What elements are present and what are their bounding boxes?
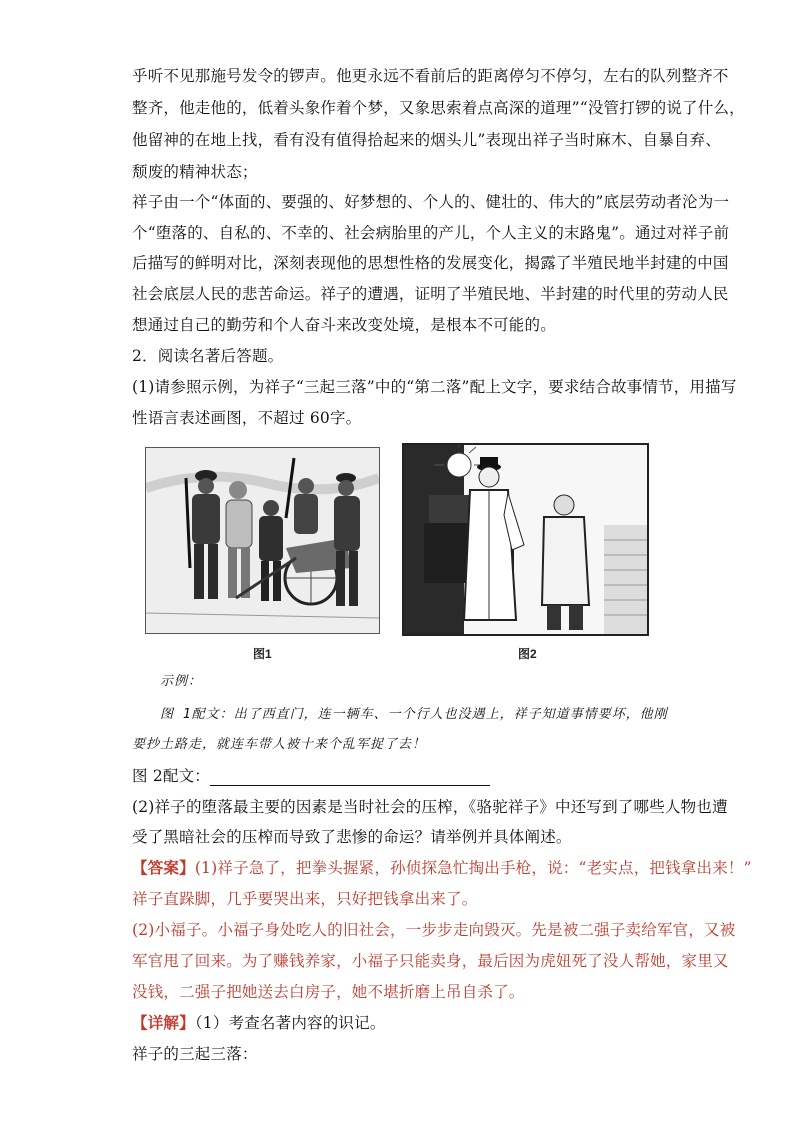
answer-text: (1)祥子急了，把拳头握紧，孙侦探急忙掏出手枪，说：“老实点，把钱拿出来！” — [194, 859, 752, 877]
text-line: (2)祥子的堕落最主要的因素是当时社会的压榨，《骆驼祥子》中还写到了哪些人物也遭 — [132, 798, 728, 816]
text-line: 整齐，他走他的，低着头象作着个梦，又象思索着点高深的道理”“没管打锣的说了什么， — [132, 99, 745, 117]
answer-line — [132, 858, 752, 878]
text-line: 他留神的在地上找，看有没有值得拾起来的烟头儿”表现出祥子当时麻木、自暴自弃、 — [132, 131, 722, 149]
text-line: 后描写的鲜明对比，深刻表现他的思想性格的发展变化，揭露了半殖民地半封建的中国 — [132, 254, 729, 272]
answer-line: 没钱，二强子把她送去白房子，她不堪折磨上吊自杀了。 — [132, 983, 525, 1001]
text-line: 祥子的三起三落： — [132, 1045, 258, 1063]
fig2-answer-line — [132, 766, 490, 786]
text-line: 乎听不见那施号发令的锣声。他更永远不看前后的距离停匀不停匀，左右的队列整齐不 — [132, 67, 729, 85]
soldiers-rickshaw-drawing — [146, 448, 379, 633]
answer-blank[interactable] — [210, 771, 490, 786]
answer-line: 军官甩了回来。为了赚钱养家，小福子只能卖身，最后因为虎妞死了没人帮她，家里又 — [132, 952, 729, 970]
question-title: 2．阅读名著后答题。 — [132, 347, 284, 365]
detail-text: （1）考查名著内容的识记。 — [194, 1014, 386, 1032]
text-line: 受了黑暗社会的压榨而导致了悲惨的命运？请举例并具体阐述。 — [132, 828, 572, 846]
text-line: (1)请参照示例，为祥子“三起三落”中的“第二落”配上文字，要求结合故事情节，用描写 — [132, 378, 737, 396]
text-line: 社会底层人民的悲苦命运。祥子的遭遇，证明了半殖民地、半封建的时代里的劳动人民 — [132, 285, 729, 303]
text-line: 性语言表述画图，不超过 60字。 — [132, 409, 362, 427]
answer-tag: 【答案】 — [132, 858, 195, 877]
example-line: 图 1配文：出了西直门，连一辆车、一个行人也没遇上，祥子知道事情要坏，他刚 — [160, 707, 668, 722]
example-line: 要抄土路走，就连车带人被十来个乱军捉了去！ — [132, 737, 427, 752]
detail-tag: 【详解】 — [132, 1013, 195, 1032]
text-line: 颓废的精神状态； — [132, 163, 258, 181]
answer-line: 祥子直跺脚，几乎要哭出来，只好把钱拿出来了。 — [132, 890, 478, 908]
figure-2-illustration — [402, 443, 649, 636]
figure-1-caption: 图1 — [253, 647, 272, 661]
answer-line: (2)小福子。小福子身处吃人的旧社会，一步步走向毁灭。先是被二强子卖给军官，又被 — [132, 921, 736, 939]
text-line: 想通过自己的勤劳和个人奋斗来改变处境，是根本不可能的。 — [132, 316, 556, 334]
text-line: 祥子由一个“体面的、要强的、好梦想的、个人的、健壮的、伟大的”底层劳动者沦为一 — [132, 193, 730, 211]
fig2-answer-label: 图 2配文： — [132, 767, 210, 785]
figure-2-caption: 图2 — [518, 647, 537, 661]
detective-xiangzi-drawing — [404, 445, 647, 634]
figure-1-illustration — [145, 447, 380, 634]
example-label: 示例： — [160, 674, 203, 689]
detail-line — [132, 1013, 386, 1033]
text-line: 个“堕落的、自私的、不幸的、社会病胎里的产儿，个人主义的末路鬼”。通过对祥子前 — [132, 224, 730, 242]
